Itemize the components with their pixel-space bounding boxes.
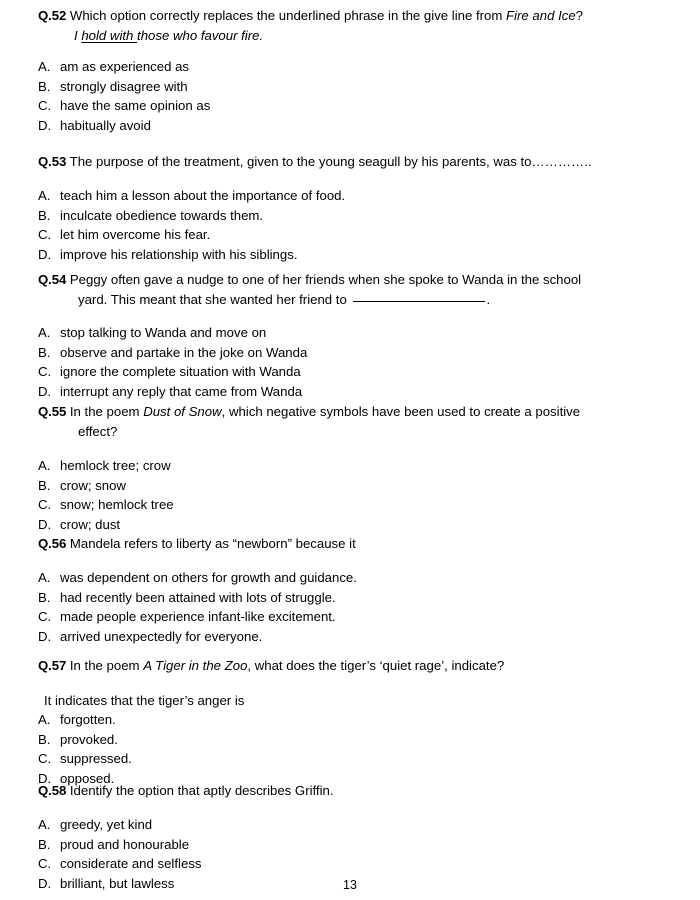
options-list-q52 [0,57,700,135]
question-italic-title-q55: Dust of Snow [143,404,222,419]
question-text-q56: Mandela refers to liberty as “newborn” because it [69,536,356,551]
options-list-q56 [0,568,700,646]
option-text: made people experience infant-like excitement. [60,609,336,625]
fill-in-blank-line [353,301,485,302]
option-text: suppressed. [60,751,132,767]
question-block-q56 [0,534,700,554]
option-text: improve his relationship with his siblings. [60,246,298,262]
option-letter: A. [38,59,51,74]
option-letter: A. [38,188,51,203]
question-text-q55-post: , which negative symbols have been used to create a positive [221,404,581,419]
options-list-q54 [0,323,700,401]
option-letter: C. [38,856,52,872]
option-row[interactable] [0,245,700,265]
question-number-q54: Q.54 [38,272,67,287]
question-heading-q52 [0,6,700,26]
question-text-q53: The purpose of the treatment, given to the young seagull by his parents, was to………….. [69,154,592,169]
option-text: was dependent on others for growth and guidance. [60,570,357,585]
option-letter: C. [38,497,52,513]
option-text: inculcate obedience towards them. [60,207,264,223]
option-row[interactable] [0,627,700,647]
option-letter: B. [38,344,51,360]
option-text: teach him a lesson about the importance of food. [60,188,346,203]
question-heading-q57 [0,656,700,676]
option-letter: C. [38,364,52,380]
question-block-q52 [0,6,700,45]
option-letter: B. [38,589,51,605]
option-text: brilliant, but lawless [60,875,175,891]
question-text-q57-pre: In the poem [69,658,144,673]
option-letter: C. [38,751,52,767]
option-row[interactable] [0,495,700,515]
question-text-q58: Identify the option that aptly describes Griffin. [69,783,334,798]
question-block-q58 [0,781,700,801]
option-text: let him overcome his fear. [60,227,211,243]
question-number-q53: Q.53 [38,154,67,169]
option-text: proud and honourable [60,836,190,852]
question-number-q55: Q.55 [38,404,67,419]
option-letter: A. [38,325,51,340]
option-text: strongly disagree with [60,78,188,94]
question-subline-q57: It indicates that the tiger’s anger is [44,693,245,708]
question-quoted-line-q52 [0,26,700,46]
option-row[interactable] [0,815,700,835]
option-text: opposed. [60,770,115,786]
option-text: am as experienced as [60,59,190,74]
option-row[interactable] [0,854,700,874]
question-line2-period: . [486,291,491,307]
options-list-q55 [0,456,700,534]
question-text-q54: Peggy often gave a nudge to one of her friends when she spoke to Wanda in the school [69,272,582,287]
question-italic-title-q52: Fire and Ice [506,8,576,23]
option-letter: D. [38,770,52,786]
question-heading-q55 [0,402,700,422]
option-text: arrived unexpectedly for everyone. [60,628,263,644]
option-letter: A. [38,570,51,585]
option-letter: B. [38,78,51,94]
option-letter: D. [38,246,52,262]
question-block-q54 [0,270,700,309]
option-letter: B. [38,836,51,852]
question-subline-block-q57 [0,691,700,711]
question-line2-q55: effect? [78,423,118,439]
page-number: 13 [343,878,357,892]
question-number-q58: Q.58 [38,783,67,798]
option-text: stop talking to Wanda and move on [60,325,267,340]
option-text: observe and partake in the joke on Wanda [60,344,308,360]
option-text: crow; snow [60,477,126,493]
option-text: had recently been attained with lots of struggle. [60,589,336,605]
option-row[interactable] [0,116,700,136]
option-row[interactable] [0,749,700,769]
question-heading-q58 [0,781,700,801]
option-row[interactable] [0,835,700,855]
question-block-q53 [0,152,700,172]
option-text: ignore the complete situation with Wanda [60,364,301,380]
option-text: hemlock tree; crow [60,458,171,473]
option-row[interactable] [0,323,700,343]
option-row[interactable] [0,343,700,363]
option-row[interactable] [0,730,700,750]
option-text: provoked. [60,731,118,747]
option-row[interactable] [0,710,700,730]
option-row[interactable] [0,186,700,206]
option-text: habitually avoid [60,117,151,133]
quoted-line-pre: I [74,27,82,43]
option-letter: D. [38,628,52,644]
question-line2-q54 [0,290,700,310]
option-row[interactable] [0,456,700,476]
option-text: greedy, yet kind [60,817,153,832]
option-letter: A. [38,712,51,727]
question-text-q57-post: , what does the tiger’s ‘quiet rage’, indicate? [247,658,505,673]
option-row[interactable] [0,382,700,402]
question-text-q52: Which option correctly replaces the underlined phrase in the give line from [69,8,507,23]
question-italic-title-q57: A Tiger in the Zoo [143,658,248,673]
option-letter: D. [38,383,52,399]
options-list-q53 [0,186,700,264]
option-row[interactable] [0,225,700,245]
question-block-q55 [0,402,700,441]
option-letter: A. [38,458,51,473]
quoted-line-underlined-phrase: hold with [81,27,138,43]
option-letter: D. [38,516,52,532]
option-letter: B. [38,207,51,223]
options-list-q57 [0,710,700,788]
option-row[interactable] [0,362,700,382]
question-heading-q56 [0,534,700,554]
option-row[interactable] [0,206,700,226]
option-text: crow; dust [60,516,121,532]
option-row[interactable] [0,515,700,535]
option-text: have the same opinion as [60,98,211,114]
question-heading-q53 [0,152,700,172]
option-letter: B. [38,477,51,493]
option-row[interactable] [0,588,700,608]
question-number-q57: Q.57 [38,658,67,673]
question-text-q55-pre: In the poem [69,404,144,419]
option-letter: B. [38,731,51,747]
option-letter: D. [38,117,52,133]
option-row[interactable] [0,568,700,588]
option-letter: D. [38,875,52,891]
question-block-q57 [0,656,700,676]
quoted-line-post: those who favour fire. [137,27,264,43]
option-letter: C. [38,98,52,114]
option-row[interactable] [0,57,700,77]
option-letter: C. [38,227,52,243]
question-heading-q54 [0,270,700,290]
option-row[interactable] [0,77,700,97]
option-text: interrupt any reply that came from Wanda [60,383,303,399]
option-letter: A. [38,817,51,832]
option-row[interactable] [0,476,700,496]
question-line2-text: yard. This meant that she wanted her friend to [78,291,351,307]
option-row[interactable] [0,607,700,627]
question-number-q56: Q.56 [38,536,67,551]
option-text: forgotten. [60,712,116,727]
question-number-q52: Q.52 [38,8,67,23]
question-text-tail-q52: ? [575,8,584,23]
option-text: considerate and selfless [60,856,202,872]
option-row[interactable] [0,96,700,116]
option-letter: C. [38,609,52,625]
option-text: snow; hemlock tree [60,497,174,513]
